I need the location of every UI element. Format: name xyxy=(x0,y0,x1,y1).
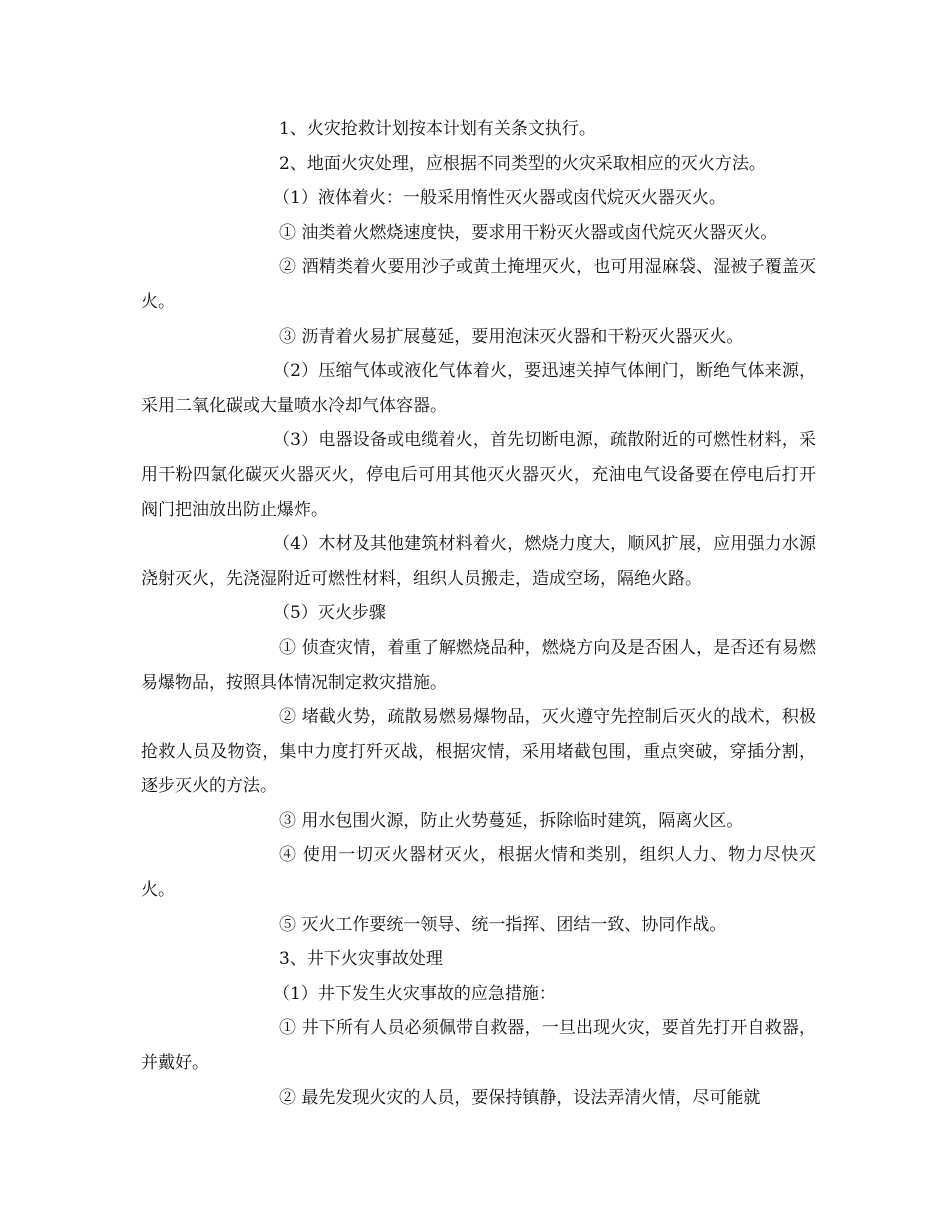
paragraph-surface-fire-handling: 2、地面火灾处理，应根据不同类型的火灾采取相应的灭火方法。 xyxy=(279,153,766,174)
paragraph-underground-fire: 3、井下火灾事故处理 xyxy=(279,949,443,970)
paragraph-firefighting-steps: （5）灭火步骤 xyxy=(273,603,386,624)
paragraph-self-rescuer: ① 井下所有人员必须佩带自救器，一旦出现火灾，要首先打开自救器，并戴好。 xyxy=(141,1018,816,1074)
paragraph-underground-emergency: （1）井下发生火灾事故的应急措施： xyxy=(273,983,556,1004)
paragraph-electrical-fire: （3）电器设备或电缆着火，首先切断电源，疏散附近的可燃性材料，采用干粉四氯化碳灭火器灭火，停电后可用其他灭火器灭火，充油电气设备要在停电后打开阀门把油放出防止爆炸。 xyxy=(141,430,816,520)
paragraph-step-use-equipment: ④ 使用一切灭火器材灭火，根据火情和类别，组织人力、物力尽快灭火。 xyxy=(141,845,816,901)
paragraph-step-block-fire: ② 堵截火势，疏散易燃易爆物品，灭火遵守先控制后灭火的战术，积极抢救人员及物资，集中力度打歼灭战，根据灾情，采用堵截包围，重点突破，穿插分割，逐步灭火的方法。 xyxy=(141,707,816,797)
paragraph-wood-fire: （4）木材及其他建筑材料着火，燃烧力度大，顺风扩展，应用强力水源浇射灭火，先浇湿附近可燃性材料，组织人员搬走，造成空场，隔绝火路。 xyxy=(141,534,816,589)
paragraph-asphalt-fire: ③ 沥青着火易扩展蔓延，要用泡沫灭火器和干粉灭火器灭火。 xyxy=(279,326,744,347)
paragraph-gas-fire: （2）压缩气体或液化气体着火，要迅速关掉气体闸门，断绝气体来源，采用二氧化碳或大量喷水冷却气体容器。 xyxy=(141,361,816,416)
paragraph-step-investigate: ① 侦查灾情，着重了解燃烧品种，燃烧方向及是否困人，是否还有易燃易爆物品，按照具体情况制定救灾措施。 xyxy=(141,637,816,693)
document-body xyxy=(141,112,816,1115)
paragraph-fire-rescue-plan: 1、火灾抢救计划按本计划有关条文执行。 xyxy=(279,119,596,139)
paragraph-oil-fire: ① 油类着火燃烧速度快，要求用干粉灭火器或卤代烷灭火器灭火。 xyxy=(279,222,778,243)
paragraph-first-discoverer: ② 最先发现火灾的人员，要保持镇静，设法弄清火情，尽可能就 xyxy=(279,1087,761,1108)
paragraph-step-water-surround: ③ 用水包围火源，防止火势蔓延，拆除临时建筑，隔离火区。 xyxy=(279,810,744,831)
paragraph-liquid-fire: （1）液体着火：一般采用惰性灭火器或卤代烷灭火器灭火。 xyxy=(273,188,726,209)
paragraph-alcohol-fire: ② 酒精类着火要用沙子或黄土掩埋灭火，也可用湿麻袋、湿被子覆盖灭火。 xyxy=(141,257,816,312)
paragraph-step-unified-command: ⑤ 灭火工作要统一领导、统一指挥、团结一致、协同作战。 xyxy=(279,914,727,935)
